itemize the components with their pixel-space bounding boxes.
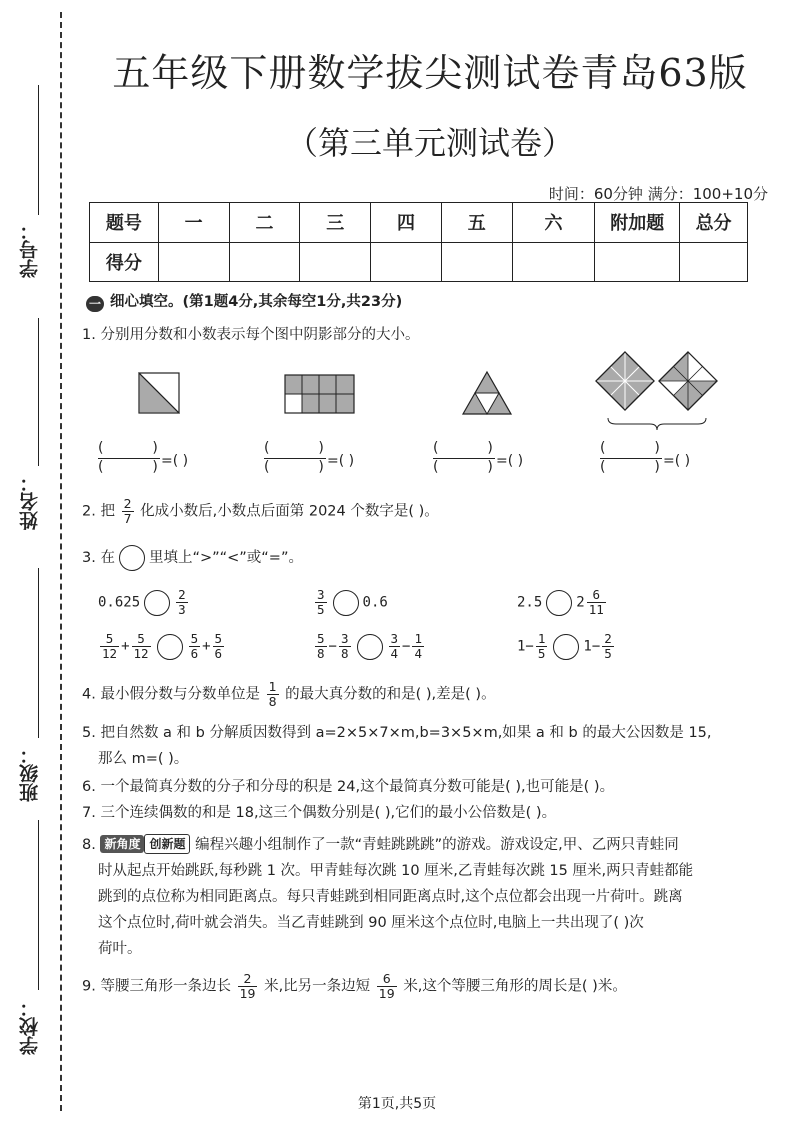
score-cell: 五	[441, 203, 512, 243]
side-rule-name	[38, 318, 39, 466]
compare-item-3: 2.5 2 $\frac{6}{11}$	[517, 587, 604, 617]
question-8-line1: 8. 新角度 创新题 编程兴趣小组制作了一款“青蛙跳跳跳”的游戏。游戏设定,甲、乙两只青蛙同	[82, 832, 679, 858]
score-cell: 六	[512, 203, 595, 243]
section-number-badge: 一	[86, 296, 104, 312]
score-cell: 总分	[680, 203, 748, 243]
decimal-blank-2[interactable]: =( )	[327, 453, 355, 469]
score-table-score-row	[90, 242, 748, 282]
time-info: 时间：60分钟 满分：100+10分	[548, 185, 768, 203]
score-input-cell[interactable]	[595, 242, 680, 282]
compare-circle[interactable]	[546, 590, 572, 616]
q4-fraction: $\frac{1}{8}$	[268, 679, 277, 709]
compare-item-5: $\frac{5}{8}$ − $\frac{3}{8}$ $\frac{3}{4}$ − $\frac{1}{4}$	[317, 631, 422, 661]
binding-dashed-line	[60, 12, 62, 1111]
score-input-cell[interactable]	[229, 242, 300, 282]
side-label-student-id: 学号：	[19, 221, 41, 278]
q3-post: 里填上“>”“<”或“=”。	[148, 550, 303, 566]
section-heading	[86, 290, 402, 312]
fraction-blank-3[interactable]: ( ) ( )	[433, 440, 495, 477]
question-8-line2: 时从起点开始跳跃,每秒跳 1 次。甲青蛙每次跳 10 厘米,乙青蛙每次跳 15 厘米,两只青蛙都能	[98, 863, 694, 879]
compare-circle[interactable]	[157, 634, 183, 660]
figure-square-diagonal	[138, 372, 180, 414]
score-cell: 附加题	[595, 203, 680, 243]
score-input-cell[interactable]	[680, 242, 748, 282]
question-4	[82, 680, 496, 709]
question-6[interactable]: 6. 一个最简真分数的分子和分母的积是 24,这个最简真分数可能是( ),也可能是( )。	[82, 779, 615, 795]
side-label-school: 学校：	[19, 998, 41, 1055]
q2-post[interactable]: 化成小数后,小数点后面第 2024 个数字是( )。	[140, 503, 439, 520]
score-row-label: 得分	[90, 242, 159, 282]
compare-circle[interactable]	[357, 634, 383, 660]
page-title: 五年级下册数学拔尖测试卷青岛63版	[112, 51, 748, 95]
score-cell: 三	[300, 203, 371, 243]
fraction-blank-4[interactable]: ( ) ( )	[600, 440, 662, 477]
score-cell: 四	[371, 203, 442, 243]
q2-fraction: $\frac{2}{7}$	[123, 496, 132, 526]
decimal-blank-1[interactable]: =( )	[161, 453, 189, 469]
compare-item-6: 1− $\frac{1}{5}$ 1− $\frac{2}{5}$	[517, 631, 612, 661]
question-8-line4[interactable]: 这个点位时,荷叶就会消失。当乙青蛙跳到 90 厘米这个点位时,电脑上一共出现了( )次	[98, 915, 644, 931]
compare-item-2: $\frac{3}{5}$ 0.6	[317, 587, 388, 617]
compare-circle[interactable]	[333, 590, 359, 616]
fraction-blank-2[interactable]: ( ) ( )	[264, 440, 326, 477]
fraction-blank-1[interactable]: ( ) ( )	[98, 440, 160, 477]
side-rule-class	[38, 568, 39, 738]
score-input-cell[interactable]	[371, 242, 442, 282]
score-input-cell[interactable]	[158, 242, 229, 282]
section-title: 细心填空。(第1题4分,其余每空1分,共23分)	[110, 294, 403, 310]
q3-pre: 3. 在	[82, 550, 115, 566]
compare-circle[interactable]	[144, 590, 170, 616]
question-8-line5: 荷叶。	[98, 941, 142, 957]
question-9: 9. 等腰三角形一条边长 $\frac{2}{19}$ 米,比另一条边短 $\frac{6}{19}$ 米,这个等腰三角形的周长是( )米。	[82, 971, 627, 1001]
side-rule-student-id	[38, 85, 39, 215]
q2-pre: 2. 把	[82, 503, 115, 520]
score-table-header-row	[90, 203, 748, 243]
question-7[interactable]: 7. 三个连续偶数的和是 18,这三个偶数分别是( ),它们的最小公倍数是( )。	[82, 805, 557, 821]
circle-symbol	[119, 545, 145, 571]
q9-fraction-2: $\frac{6}{19}$	[378, 971, 395, 1001]
q4-pre: 4. 最小假分数与分数单位是	[82, 686, 260, 703]
question-8-line3: 跳到的点位称为相同距离点。每只青蛙跳到相同距离点时,这个点位都会出现一片荷叶。跳离	[98, 889, 683, 905]
question-3	[82, 545, 303, 571]
score-cell: 题号	[90, 203, 159, 243]
score-cell: 二	[229, 203, 300, 243]
score-input-cell[interactable]	[300, 242, 371, 282]
figure-grid-rectangle	[284, 374, 356, 414]
tag-new-angle: 新角度	[100, 835, 144, 853]
side-label-class: 班级：	[19, 745, 41, 802]
tag-innovative: 创新题	[144, 834, 190, 854]
compare-item-1: 0.625 $\frac{2}{3}$	[98, 587, 186, 617]
question-5-line1: 5. 把自然数 a 和 b 分解质因数得到 a=2×5×7×m,b=3×5×m,如果 a 和 b 的最大公因数是 15,	[82, 725, 712, 741]
compare-circle[interactable]	[553, 634, 579, 660]
question-2	[82, 497, 439, 526]
q9-fraction-1: $\frac{2}{19}$	[239, 971, 256, 1001]
question-1-text: 1. 分别用分数和小数表示每个图中阴影部分的大小。	[82, 327, 420, 343]
side-label-name: 姓名：	[19, 473, 41, 530]
score-input-cell[interactable]	[441, 242, 512, 282]
decimal-blank-3[interactable]: =( )	[496, 453, 524, 469]
side-rule-school	[38, 820, 39, 990]
figure-triangle	[461, 370, 513, 416]
score-input-cell[interactable]	[512, 242, 595, 282]
score-table	[89, 202, 748, 282]
compare-item-4: $\frac{5}{12}$ + $\frac{5}{12}$ $\frac{5}{6}$ + $\frac{5}{6}$	[102, 631, 223, 661]
page-footer: 第1页,共5页	[357, 1096, 437, 1112]
figure-two-diamonds	[594, 350, 720, 440]
score-cell: 一	[158, 203, 229, 243]
question-5-line2[interactable]: 那么 m=( )。	[98, 751, 189, 767]
page-subtitle: （第三单元测试卷）	[285, 124, 574, 162]
decimal-blank-4[interactable]: =( )	[663, 453, 691, 469]
q4-post[interactable]: 的最大真分数的和是( ),差是( )。	[285, 686, 496, 703]
